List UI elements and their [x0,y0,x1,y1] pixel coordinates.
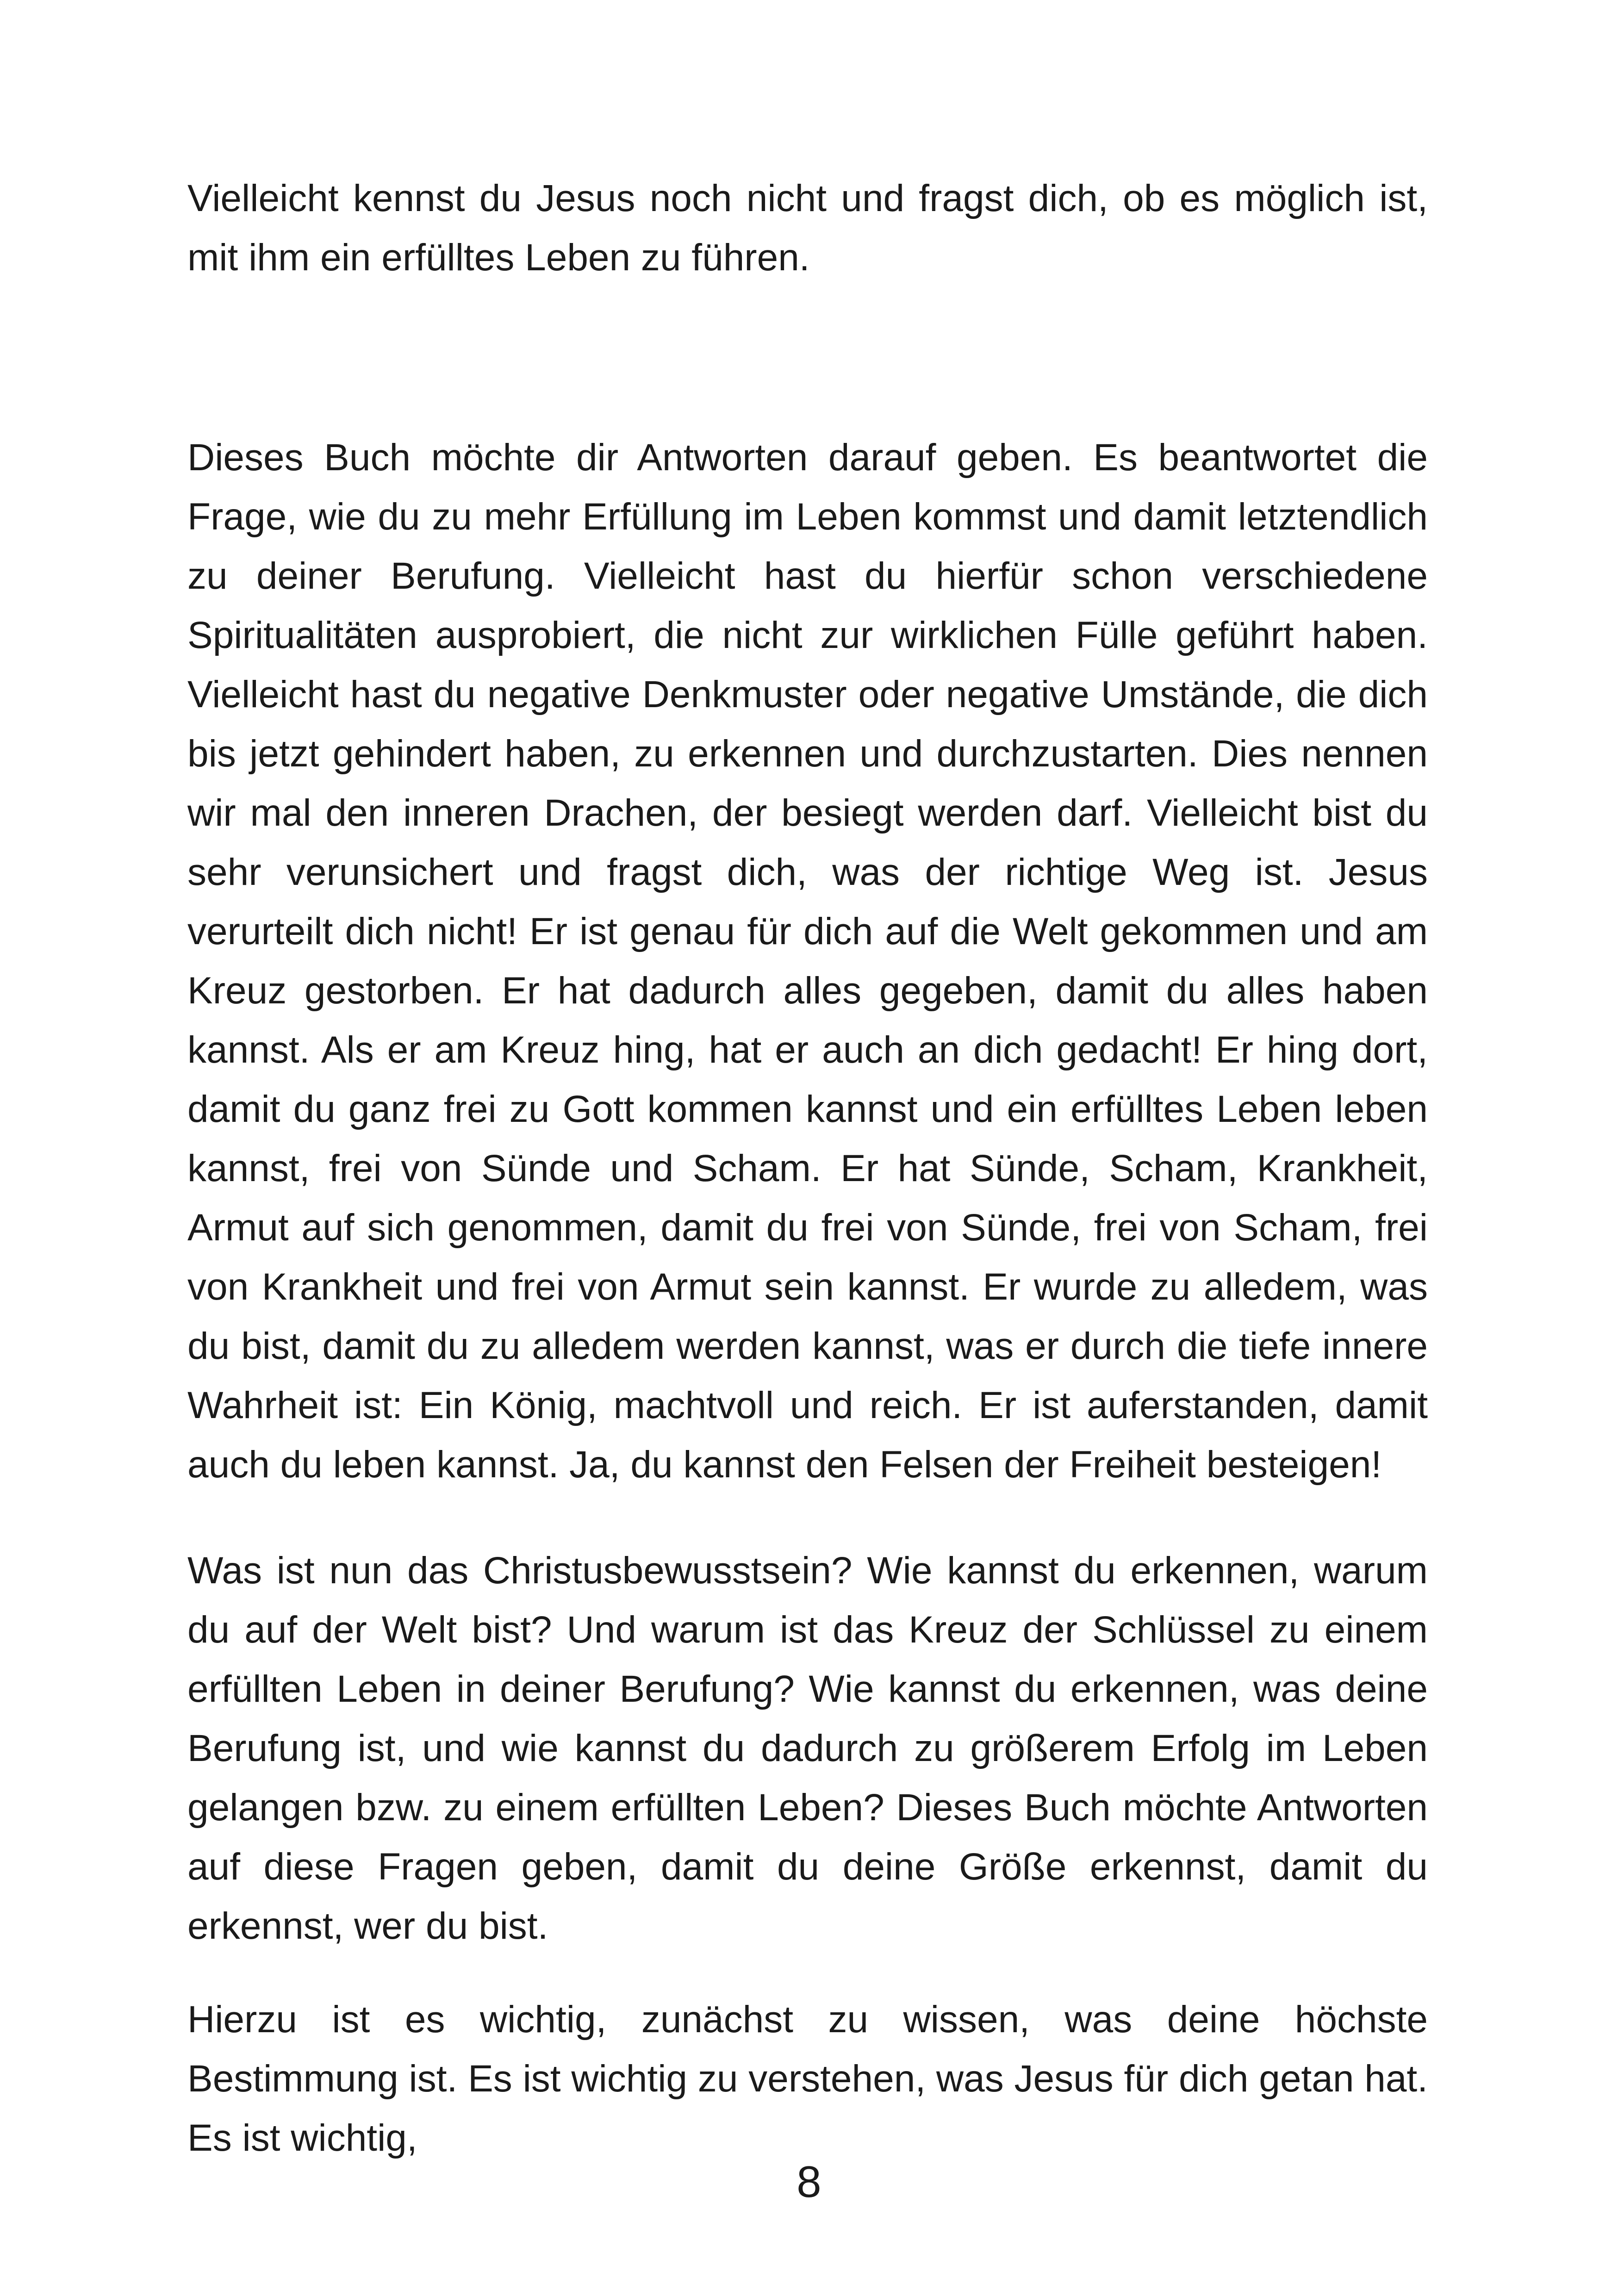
main-paragraph-1 [187,428,1428,1494]
main-paragraph-3 [187,1990,1428,2168]
paragraph-text: Was ist nun das Christusbewusstsein? Wie kannst du erkennen, warum du auf der Welt bist? Und warum ist das Kreuz der Schlüssel zu einem erfüllten Leben in deiner Berufung? Wie kannst du erkennen, was deine Berufung ist, und wie kannst du dadurch zu größerem Erfolg im Leben gelangen bzw. zu einem erfüllten Leben? Dieses Buch möchte Antworten auf diese Fragen geben, damit du deine Größe erkennst, damit du erkennst, wer du bist. [187,1549,1428,1947]
intro-paragraph [187,169,1428,287]
paragraph-text: Dieses Buch möchte dir Antworten darauf geben. Es beantwortet die Frage, wie du zu mehr Erfüllung im Leben kommst und damit letztendlich zu deiner Berufung. Vielleicht hast du hierfür schon verschiedene Spiritualitäten ausprobiert, die nicht zur wirklichen Fülle geführt haben. Vielleicht hast du negative Denkmuster oder negative Umstände, die dich bis jetzt gehindert haben, zu erkennen und durchzustarten. Dies nennen wir mal den inneren Drachen, der besiegt werden darf. Vielleicht bist du sehr verunsichert und fragst dich, was der richtige Weg ist. Jesus verurteilt dich nicht! Er ist genau für dich auf die Welt gekommen und am Kreuz gestorben. Er hat dadurch alles gegeben, damit du alles haben kannst. Als er am Kreuz hing, hat er auch an dich gedacht! Er hing dort, damit du ganz frei zu Gott kommen kannst und ein erfülltes Leben leben kannst, frei von Sünde und Scham. Er hat Sünde, Scham, Krankheit, Armut auf sich genommen, damit du frei von Sünde, frei von Scham, frei von Krankheit und frei von Armut sein kannst. Er wurde zu alledem, was du bist, damit du zu alledem werden kannst, was er durch die tiefe innere Wahrheit ist: Ein König, machtvoll und reich. Er ist auferstanden, damit auch du leben kannst. Ja, du kannst den Felsen der Freiheit besteigen! [187,436,1428,1486]
paragraph-text: Vielleicht kennst du Jesus noch nicht und fragst dich, ob es möglich ist, mit ihm ein erfülltes Leben zu führen. [187,177,1428,279]
page-number: 8 [797,2157,821,2207]
main-paragraph-2 [187,1541,1428,1956]
paragraph-text: Hierzu ist es wichtig, zunächst zu wissen, was deine höchste Bestimmung ist. Es ist wichtig zu verstehen, was Jesus für dich getan hat. Es ist wichtig, [187,1998,1428,2159]
